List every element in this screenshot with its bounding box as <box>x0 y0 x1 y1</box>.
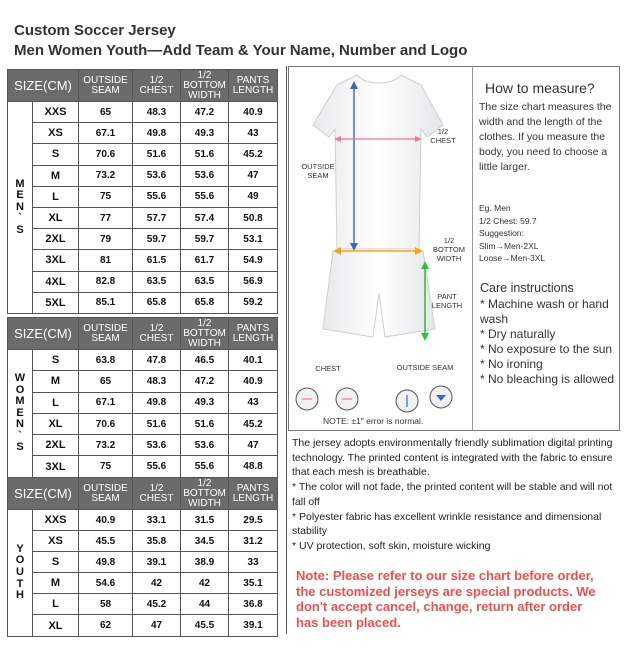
table-row <box>8 144 278 165</box>
value-cell: 63.5 <box>133 271 181 292</box>
value-cell: 53.6 <box>181 165 229 186</box>
shorts-shape <box>323 251 435 337</box>
value-cell: 45.2 <box>133 594 181 615</box>
value-cell: 49 <box>229 186 278 207</box>
column-header: 1/2 BOTTOM WIDTH <box>181 318 229 350</box>
value-cell: 35.8 <box>133 531 181 552</box>
value-cell: 54.9 <box>229 250 278 271</box>
size-cell: 4XL <box>33 271 79 292</box>
youth-size-table <box>7 477 278 637</box>
value-cell: 47 <box>229 435 278 456</box>
value-cell: 42 <box>181 573 229 594</box>
value-cell: 55.6 <box>181 456 229 477</box>
value-cell: 33 <box>229 552 278 573</box>
size-cell: XS <box>33 531 79 552</box>
category-label: M E N ` S <box>8 102 33 314</box>
value-cell: 63.5 <box>181 271 229 292</box>
column-header: 1/2 CHEST <box>133 478 181 510</box>
column-header: OUTSIDE SEAM <box>79 70 133 102</box>
size-cell: S <box>33 552 79 573</box>
table-row <box>8 456 278 477</box>
size-cell: M <box>33 165 79 186</box>
table-row <box>8 271 278 292</box>
care-item: * No exposure to the sun <box>480 342 613 356</box>
value-cell: 49.3 <box>181 123 229 144</box>
value-cell: 49.8 <box>79 552 133 573</box>
value-cell: 62 <box>79 615 133 636</box>
label-chest: CHEST <box>315 364 341 373</box>
value-cell: 36.8 <box>229 594 278 615</box>
table-row <box>8 510 278 531</box>
size-cell: M <box>33 573 79 594</box>
care-item: * Dry naturally <box>480 327 556 341</box>
value-cell: 39.1 <box>133 552 181 573</box>
value-cell: 65.8 <box>181 292 229 313</box>
value-cell: 45.2 <box>229 413 278 434</box>
value-cell: 47.2 <box>181 371 229 392</box>
value-cell: 56.9 <box>229 271 278 292</box>
column-header: PANTS LENGTH <box>229 478 278 510</box>
size-cell: XL <box>33 207 79 228</box>
size-cell: XXS <box>33 102 79 123</box>
value-cell: 45.5 <box>79 531 133 552</box>
value-cell: 48.3 <box>133 102 181 123</box>
table-row <box>8 531 278 552</box>
value-cell: 65 <box>79 102 133 123</box>
column-header: 1/2 CHEST <box>133 318 181 350</box>
size-cell: L <box>33 594 79 615</box>
value-cell: 47 <box>229 165 278 186</box>
column-header: OUTSIDE SEAM <box>79 318 133 350</box>
value-cell: 51.6 <box>181 413 229 434</box>
value-cell: 40.9 <box>229 102 278 123</box>
value-cell: 55.6 <box>133 186 181 207</box>
value-cell: 51.6 <box>133 144 181 165</box>
table-row <box>8 573 278 594</box>
care-item: * No ironing <box>480 357 543 371</box>
label-half-chest: 1/2 CHEST <box>430 127 456 145</box>
value-cell: 58 <box>79 594 133 615</box>
size-cell: XXS <box>33 510 79 531</box>
header-row <box>8 478 278 510</box>
label-pant-length: PANT LENGTH <box>431 292 463 310</box>
size-cell: 3XL <box>33 250 79 271</box>
value-cell: 53.1 <box>229 229 278 250</box>
value-cell: 59.7 <box>133 229 181 250</box>
value-cell: 81 <box>79 250 133 271</box>
table-row <box>8 250 278 271</box>
value-cell: 49.8 <box>133 123 181 144</box>
value-cell: 35.1 <box>229 573 278 594</box>
value-cell: 61.5 <box>133 250 181 271</box>
value-cell: 73.2 <box>79 435 133 456</box>
value-cell: 55.6 <box>181 186 229 207</box>
size-cell: 2XL <box>33 435 79 456</box>
table-row <box>8 435 278 456</box>
value-cell: 43 <box>229 392 278 413</box>
value-cell: 40.9 <box>229 371 278 392</box>
size-cell: 3XL <box>33 456 79 477</box>
column-header: PANTS LENGTH <box>229 318 278 350</box>
value-cell: 40.9 <box>79 510 133 531</box>
value-cell: 70.6 <box>79 413 133 434</box>
value-cell: 47.8 <box>133 350 181 371</box>
value-cell: 45.5 <box>181 615 229 636</box>
care-item: * Machine wash or hand wash <box>480 297 609 326</box>
label-outside-seam-icon: OUTSIDE SEAM <box>396 363 454 372</box>
value-cell: 57.4 <box>181 207 229 228</box>
label-outside-seam: OUTSIDE SEAM <box>301 162 335 180</box>
size-column-header: SIZE(CM) <box>8 318 79 350</box>
value-cell: 54.6 <box>79 573 133 594</box>
value-cell: 75 <box>79 456 133 477</box>
size-cell: S <box>33 144 79 165</box>
page-title: Custom Soccer Jersey <box>14 22 176 39</box>
value-cell: 51.6 <box>133 413 181 434</box>
value-cell: 29.5 <box>229 510 278 531</box>
column-header: 1/2 BOTTOM WIDTH <box>181 70 229 102</box>
table-row <box>8 413 278 434</box>
page-subtitle: Men Women Youth—Add Team & Your Name, Number and Logo <box>14 42 468 59</box>
value-cell: 33.1 <box>133 510 181 531</box>
value-cell: 85.1 <box>79 292 133 313</box>
size-cell: 2XL <box>33 229 79 250</box>
value-cell: 73.2 <box>79 165 133 186</box>
value-cell: 65.8 <box>133 292 181 313</box>
value-cell: 49.8 <box>133 392 181 413</box>
measure-panel-divider <box>472 66 473 431</box>
value-cell: 34.5 <box>181 531 229 552</box>
value-cell: 50.8 <box>229 207 278 228</box>
size-cell: XL <box>33 615 79 636</box>
value-cell: 46.5 <box>181 350 229 371</box>
value-cell: 59.7 <box>181 229 229 250</box>
value-cell: 70.6 <box>79 144 133 165</box>
size-cell: S <box>33 350 79 371</box>
value-cell: 51.6 <box>181 144 229 165</box>
care-item: * No bleaching is allowed <box>480 372 615 386</box>
care-list <box>480 297 618 387</box>
value-cell: 59.2 <box>229 292 278 313</box>
size-column-header: SIZE(CM) <box>8 70 79 102</box>
table-row <box>8 186 278 207</box>
value-cell: 61.7 <box>181 250 229 271</box>
example-block: Eg. Men 1/2 Chest: 59.7 Suggestion: Slim→Men-2XL Loose→Men-3XL <box>479 203 546 263</box>
men-size-table <box>7 69 278 314</box>
size-cell: XL <box>33 413 79 434</box>
error-note: NOTE: ±1" error is normal. <box>323 416 424 426</box>
value-cell: 47 <box>133 615 181 636</box>
value-cell: 65 <box>79 371 133 392</box>
value-cell: 48.8 <box>229 456 278 477</box>
column-divider <box>286 66 287 634</box>
table-row <box>8 123 278 144</box>
size-cell: 5XL <box>33 292 79 313</box>
table-row <box>8 229 278 250</box>
column-header: OUTSIDE SEAM <box>79 478 133 510</box>
value-cell: 53.6 <box>181 435 229 456</box>
table-row <box>8 102 278 123</box>
header-row <box>8 318 278 350</box>
size-cell: L <box>33 392 79 413</box>
product-description: The jersey adopts environmentally friendly sublimation digital printing technology. The printed content is integrated with the fabric to ensure that each mesh is breathable. * The color will not fade, the printed content will be stable and will not fall off * Polyester fabric has excellent wrinkle resistance and dimensional stability * UV protection, soft skin, moisture wicking <box>292 437 613 552</box>
value-cell: 79 <box>79 229 133 250</box>
label-half-bottom: 1/2 BOTTOM WIDTH <box>433 236 465 263</box>
value-cell: 53.6 <box>133 165 181 186</box>
table-row <box>8 292 278 313</box>
table-row <box>8 594 278 615</box>
category-label: Y O U T H <box>8 510 33 637</box>
value-cell: 75 <box>79 186 133 207</box>
order-warning: Note: Please refer to our size chart before order, the customized jerseys are special products. We don't accept cancel, change, return after order has been placed. <box>296 568 596 630</box>
header-row <box>8 70 278 102</box>
value-cell: 47.2 <box>181 102 229 123</box>
value-cell: 39.1 <box>229 615 278 636</box>
care-title: Care instructions <box>480 281 574 295</box>
value-cell: 77 <box>79 207 133 228</box>
table-row <box>8 207 278 228</box>
category-label: W O M E N ` S <box>8 350 33 478</box>
value-cell: 48.3 <box>133 371 181 392</box>
table-row <box>8 350 278 371</box>
table-row <box>8 552 278 573</box>
value-cell: 43 <box>229 123 278 144</box>
value-cell: 57.7 <box>133 207 181 228</box>
table-row <box>8 615 278 636</box>
size-cell: XS <box>33 123 79 144</box>
howto-text: The size chart measures the width and the length of the clothes. If you measure the body, you need to choose a little larger. <box>479 101 612 173</box>
value-cell: 31.5 <box>181 510 229 531</box>
value-cell: 38.9 <box>181 552 229 573</box>
value-cell: 82.8 <box>79 271 133 292</box>
value-cell: 49.3 <box>181 392 229 413</box>
value-cell: 31.2 <box>229 531 278 552</box>
value-cell: 42 <box>133 573 181 594</box>
value-cell: 63.8 <box>79 350 133 371</box>
howto-title: How to measure? <box>485 80 595 96</box>
table-row <box>8 165 278 186</box>
value-cell: 40.1 <box>229 350 278 371</box>
column-header: 1/2 CHEST <box>133 70 181 102</box>
value-cell: 44 <box>181 594 229 615</box>
value-cell: 55.6 <box>133 456 181 477</box>
value-cell: 67.1 <box>79 392 133 413</box>
size-column-header: SIZE(CM) <box>8 478 79 510</box>
table-row <box>8 371 278 392</box>
size-cell: L <box>33 186 79 207</box>
column-header: PANTS LENGTH <box>229 70 278 102</box>
column-header: 1/2 BOTTOM WIDTH <box>181 478 229 510</box>
table-row <box>8 392 278 413</box>
value-cell: 45.2 <box>229 144 278 165</box>
women-size-table <box>7 317 278 478</box>
size-cell: M <box>33 371 79 392</box>
value-cell: 67.1 <box>79 123 133 144</box>
value-cell: 53.6 <box>133 435 181 456</box>
